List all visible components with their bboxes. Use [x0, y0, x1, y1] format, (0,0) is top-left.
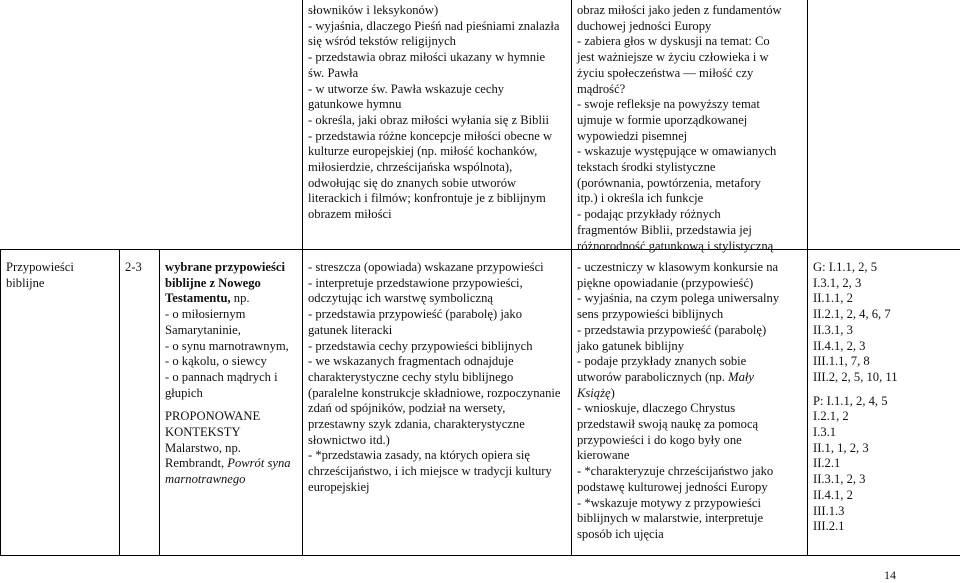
requirements-extended-cell	[571, 257, 807, 545]
text-line: życiu społeczeństwa — miłość czy	[577, 65, 754, 80]
context-prefix: Rembrandt,	[165, 456, 228, 471]
text-line: - podając przykłady różnych	[577, 207, 721, 222]
column-divider	[119, 249, 120, 556]
text-line: - przedstawia różne koncepcje miłości obecne w	[308, 128, 553, 143]
text-line: gatunek literacki	[308, 322, 393, 337]
text-line: wypowiedzi pisemnej	[577, 128, 688, 143]
context-title-cont: marnotrawnego	[165, 472, 246, 487]
page-number: 14	[884, 568, 896, 582]
readings-title-suffix: np.	[230, 291, 250, 306]
topic-line: biblijne	[6, 275, 45, 290]
text-line: słowników i leksykonów)	[308, 3, 439, 17]
text-line: - przedstawia obraz miłości ukazany w hymnie	[308, 50, 546, 65]
text-line: obraz miłości jako jeden z fundamentów	[577, 3, 782, 17]
ref-line: III.2.1	[813, 519, 845, 534]
text-line: miłosierdzie, chrześcijańska wspólnota),	[308, 160, 513, 175]
ref-line: I.2.1, 2	[813, 409, 849, 424]
text-line: odwołując się do znanych sobie utworów	[308, 175, 517, 190]
ref-line: III.2, 2, 5, 10, 11	[813, 369, 898, 384]
reading-item: głupich	[165, 385, 203, 400]
text-line: - swoje refleksje na powyższy temat	[577, 97, 760, 112]
ref-line: III.1.1, 7, 8	[813, 354, 870, 369]
requirements-basic-cell-continued	[302, 0, 571, 225]
text-line: - przedstawia cechy przypowieści biblijnych	[308, 338, 533, 353]
text-line: duchowej jedności Europy	[577, 18, 712, 33]
text-line: podstawę kulturowej jedności Europy	[577, 479, 768, 494]
text-line: - w utworze św. Pawła wskazuje cechy	[308, 81, 505, 96]
ref-line: II.3.1, 3	[813, 322, 853, 337]
requirements-basic-cell	[302, 257, 571, 498]
text-line: - wyjaśnia, na czym polega uniwersalny	[577, 291, 780, 306]
text-line: przestawny szyk zdania, charakterystyczne	[308, 417, 525, 432]
text-line: biblijnych w malarstwie, interpretuje	[577, 511, 764, 526]
text-line: tekstach środki stylistyczne	[577, 160, 716, 175]
ref-line: III.1.3	[813, 503, 845, 518]
text-line: mądrość?	[577, 81, 626, 96]
spacer	[165, 401, 298, 409]
title-fragment: Mały	[728, 369, 754, 384]
text-line: słownictwo itd.)	[308, 432, 390, 447]
text-line: - zabiera głos w dyskusji na temat: Co	[577, 34, 770, 49]
text-line: chrześcijaństwo, i ich miejsce w tradycji kultury	[308, 464, 552, 479]
context-item	[165, 456, 298, 472]
ref-line: II.2.1, 2, 4, 6, 7	[813, 307, 891, 322]
contexts-heading: PROPONOWANE	[165, 409, 261, 424]
text-line: - przedstawia przypowieść (parabolę) jako	[308, 307, 522, 322]
text-line: - określa, jaki obraz miłości wyłania się z Biblii	[308, 112, 549, 127]
text-line: literackich i filmów; konfrontuje je z biblijnym	[308, 191, 546, 206]
curriculum-refs-cell	[807, 257, 960, 537]
text-line: - przedstawia przypowieść (parabolę)	[577, 322, 767, 337]
text-line: zdań od spójników, podział na wersety,	[308, 401, 506, 416]
text-line: jako gatunek biblijny	[577, 338, 685, 353]
text-line: fragmentów Biblii, przedstawia jej	[577, 222, 752, 237]
text-line: przedstawił swoją naukę za pomocą	[577, 417, 759, 432]
text-line: kierowane	[577, 448, 630, 463]
text-line: - *wskazuje motywy z przypowieści	[577, 495, 761, 510]
text-line: przypowieści i do kogo były one	[577, 432, 742, 447]
text-line: piękne opowiadanie (przypowieść)	[577, 275, 754, 290]
text-line: - wskazuje występujące w omawianych	[577, 144, 777, 159]
text-line: obrazem miłości	[308, 207, 392, 222]
text-line: św. Pawła	[308, 65, 359, 80]
text-line: ujmuje w formie uporządkowanej	[577, 112, 748, 127]
column-divider	[807, 0, 808, 249]
text-line: odczytując ich warstwę symboliczną	[308, 291, 493, 306]
text-line: - podaje przykłady znanych sobie	[577, 354, 747, 369]
text-line	[577, 370, 803, 386]
ref-line: G: I.1.1, 2, 5	[813, 260, 878, 274]
text-line: - *przedstawia zasady, na których opiera się	[308, 448, 530, 463]
reading-item: - o synu marnotrawnym,	[165, 338, 289, 353]
topic-cell	[0, 257, 119, 293]
text-line: - *charakteryzuje chrześcijaństwo jako	[577, 464, 774, 479]
ref-line: II.1, 1, 2, 3	[813, 440, 869, 455]
requirements-extended-cell-continued	[571, 0, 807, 256]
readings-title-line	[165, 291, 298, 307]
readings-title-line: biblijne z Nowego	[165, 275, 261, 290]
context-title: Powrót syna	[227, 456, 291, 471]
text-line: - wnioskuje, dlaczego Chrystus	[577, 401, 736, 416]
text-fragment: utworów parabolicznych (np.	[577, 369, 729, 384]
text-line: sposób ich ujęcia	[577, 526, 664, 541]
text-line: itp.) i określa ich funkcje	[577, 191, 704, 206]
text-line	[577, 386, 803, 402]
text-line: charakterystyczne cechy stylu biblijnego	[308, 369, 514, 384]
reading-item: - o kąkolu, o siewcy	[165, 354, 267, 369]
row-divider	[0, 249, 960, 250]
text-line: gatunkowe hymnu	[308, 97, 402, 112]
ref-line: II.1.1, 2	[813, 291, 853, 306]
ref-line: II.4.1, 2	[813, 487, 853, 502]
context-item: Malarstwo, np.	[165, 440, 241, 455]
text-line: jest ważniejsze w życiu człowieka i w	[577, 50, 769, 65]
ref-line: P: I.1.1, 2, 4, 5	[813, 393, 888, 408]
spacer	[813, 386, 956, 394]
hours-cell	[119, 257, 159, 278]
readings-title-bold: Testamentu,	[165, 291, 231, 306]
text-line: (paralelne konstrukcje składniowe, rozpoczynanie	[308, 385, 561, 400]
row-divider	[0, 555, 960, 556]
title-fragment: Książę	[577, 385, 611, 400]
text-line: - wyjaśnia, dlaczego Pieśń nad pieśniami znalazła	[308, 18, 560, 33]
ref-line: I.3.1, 2, 3	[813, 275, 862, 290]
ref-line: II.4.1, 2, 3	[813, 338, 866, 353]
reading-item: - o pannach mądrych i	[165, 369, 278, 384]
text-line: - streszcza (opowiada) wskazane przypowieści	[308, 260, 544, 274]
text-line: sens przypowieści biblijnych	[577, 307, 724, 322]
text-line: kulturze europejskiej (np. miłość kochanków,	[308, 144, 538, 159]
ref-line: II.2.1	[813, 456, 841, 471]
ref-line: I.3.1	[813, 425, 837, 440]
text-line: (porównania, powtórzenia, metafory	[577, 175, 761, 190]
topic-line: Przypowieści	[6, 260, 74, 274]
reading-item: - o miłosiernym	[165, 307, 246, 322]
readings-title-line: wybrane przypowieści	[165, 260, 285, 274]
ref-line: II.3.1, 2, 3	[813, 472, 866, 487]
text-line: - uczestniczy w klasowym konkursie na	[577, 260, 779, 274]
hours-value: 2-3	[125, 260, 142, 274]
reading-item: Samarytaninie,	[165, 322, 241, 337]
text-line: europejskiej	[308, 479, 370, 494]
readings-cell	[159, 257, 302, 490]
column-divider	[0, 249, 1, 556]
text-line: - interpretuje przedstawione przypowieści,	[308, 275, 523, 290]
text-line: się wśród tekstów religijnych	[308, 34, 456, 49]
text-line: - we wskazanych fragmentach odnajduje	[308, 354, 514, 369]
text-line: różnorodność gatunkową i stylistyczną	[577, 238, 774, 253]
text-fragment: )	[610, 385, 615, 400]
contexts-heading: KONTEKSTY	[165, 425, 241, 440]
